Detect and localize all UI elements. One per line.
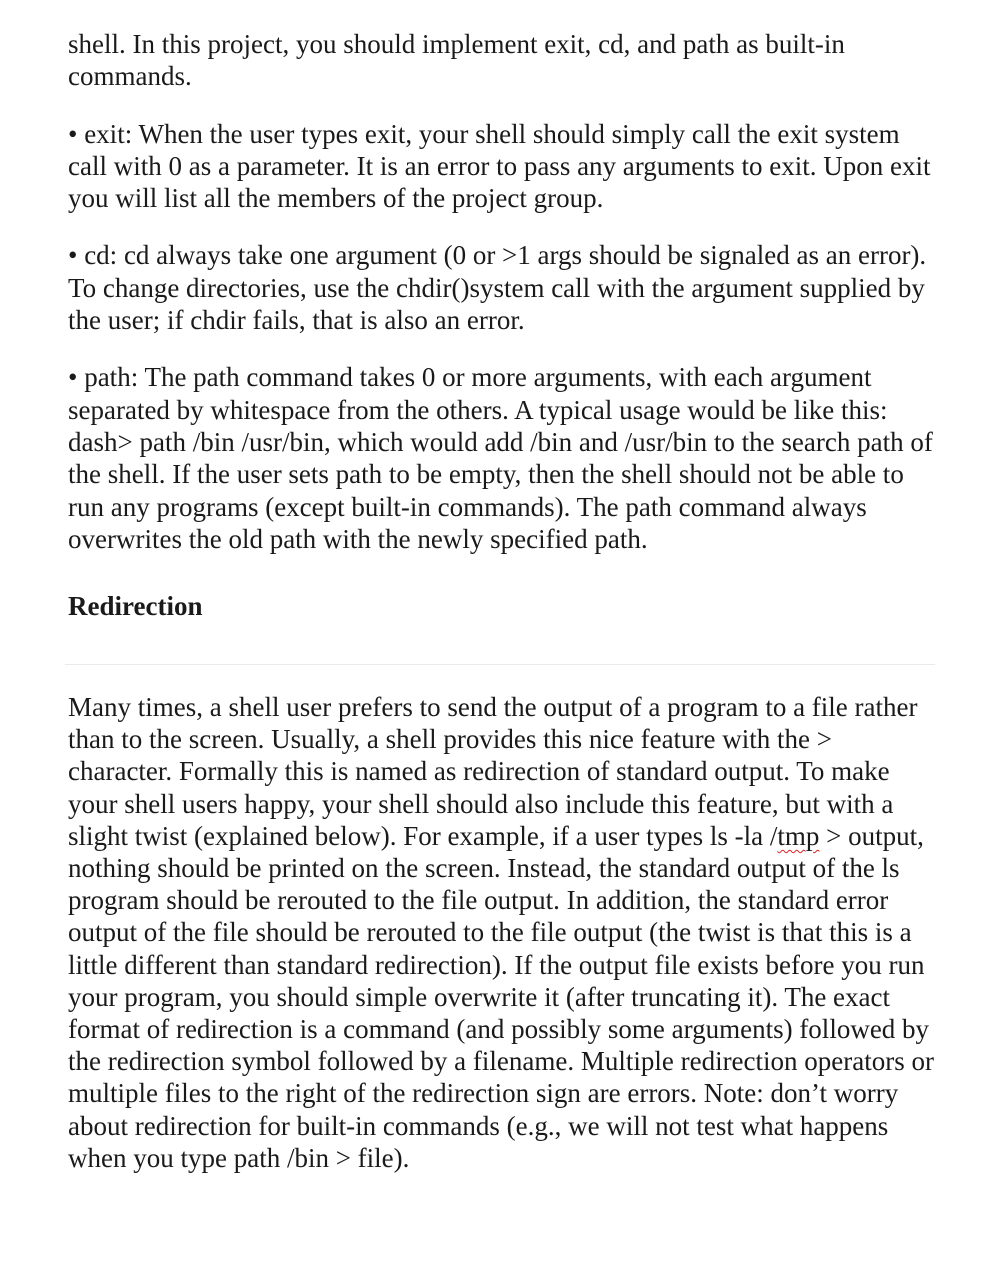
bullet-path [68, 361, 938, 555]
bullet-icon: • [68, 240, 78, 271]
spellcheck-word[interactable]: tmp [777, 820, 820, 851]
redirection-text-part2: > output, nothing should be printed on the screen. Instead, the standard output of the ls program should be rerouted to the file output. In addition, the standard error output of the file should be rerouted to the file output (the twist is that this is a little different than standard redirection). If the output file exists before you run your program, you should simple overwrite it (after truncating it). The exact format of redirection is a command (and possibly some arguments) followed by the redirection symbol followed by a filename. Multiple redirection operators or multiple files to the right of the redirection sign are errors. Note: don’t worry about redirection for built-in commands (e.g., we will not test what happens when you type path /bin > file). [68, 820, 934, 1173]
bullet-cd-text: cd: cd always take one argument (0 or >1 args should be signaled as an error). To change directories, use the chdir()system call with the argument supplied by the user; if chdir fails, that is also an error. [68, 240, 927, 336]
document-page [68, 28, 938, 622]
section-heading-redirection: Redirection [68, 591, 203, 622]
bullet-icon: • [68, 362, 78, 393]
bullet-icon: • [68, 118, 78, 149]
bullet-path-text: path: The path command takes 0 or more arguments, with each argument separated by whitespace from the others. A typical usage would be like this: dash> path /bin /usr/bin, which would add /bin and /usr/bin to the search path of the shell. If the user sets path to be empty, then the shell should not be able to run any programs (except built-in commands). The path command always overwrites the old path with the newly specified path. [68, 362, 933, 554]
redirection-paragraph [68, 691, 938, 1174]
redirection-text-part1: Many times, a shell user prefers to send the output of a program to a file rather than to the screen. Usually, a shell provides this nice feature with the > character. Formally this is named as redirection of standard output. To make your shell users happy, your shell should also include this feature, but with a slight twist (explained below). For example, if a user types ls -la / [68, 692, 918, 851]
intro-paragraph: shell. In this project, you should implement exit, cd, and path as built-in commands. [68, 29, 845, 92]
section-divider [65, 664, 935, 665]
bullet-exit-text: exit: When the user types exit, your shell should simply call the exit system call with 0 as a parameter. It is an error to pass any arguments to exit. Upon exit you will list all the members of the project group. [68, 118, 931, 214]
bullet-cd [68, 239, 938, 336]
bullet-exit [68, 118, 938, 215]
